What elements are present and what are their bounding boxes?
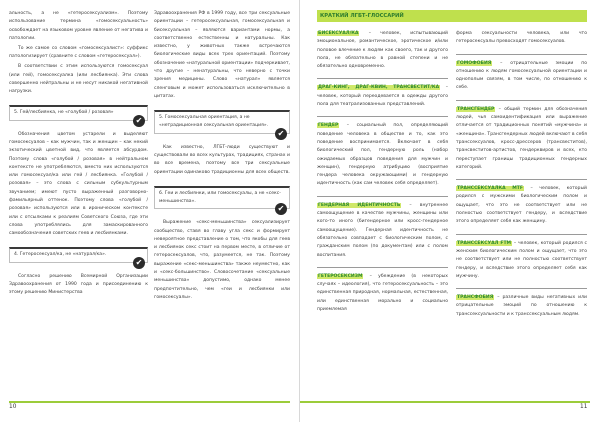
glossary-definition: – различные виды негативных или отрицательные эмоций по отношению к транссексуальности и к транссексуальным людям.	[456, 295, 587, 317]
footer-rule	[9, 401, 290, 403]
divider	[456, 288, 587, 289]
rule-box-gomo	[154, 110, 290, 138]
rule-box-5	[9, 105, 148, 125]
divider	[317, 116, 448, 117]
glossary-entry	[317, 30, 448, 71]
glossary-definition: – человек, который родился с женским биологическим полом и ощущает, что это не соответствует или не полностью соответствует гендеру, и вследствие этого определяет себя как мужчину.	[456, 240, 588, 279]
glossary-column-1	[317, 30, 448, 321]
glossary-term: ДРАГ-КИНГ, ДРАГ-КВИН, ТРАНСВЕСТИТ/КА	[318, 85, 440, 91]
glossary-definition: – отрицательные эмоции по отношению к людям гомосексуальной ориентации и однополым связям, в том числе, по отношению к себе.	[456, 60, 587, 91]
glossary-entry	[317, 84, 448, 109]
divider	[317, 267, 448, 268]
paragraph: Обозначения цветом устарели и выделяют гомосексуалов – как мужчин, так и женщин – как некий экзотический цветной вид, что является абсурдом. Поэтому слова «голубой / розовая» в нейтральном контексте не употребляются, вместо них используются или гомосексуал/ка или гей / лесбиянка. «Голубой / розовая» – это слова с сильным субкультурным звучанием; имеют пусто выраженный разговорно-фамильярный оттенок. Поэтому слова «голубой / розовая» используются или в ироническом контексте или с отсылками к реалиям Советского Союза, где эти слова употреблялись для замаскированного самообозначения советских геев и лесбиянками.	[9, 131, 148, 237]
glossary-definition: – человек, испытывающий эмоциональное, романтическое, эротическое и/или половое влечение к людям как своего, так и другого пола, не обязательно в равной степени и не обязательно одновременно.	[317, 31, 448, 70]
paragraph: Выражение «секс-меньшинства» сексуализирует сообщество, ставя во главу угла секс и формирует невероятное представление о том, что якобы для геев и лесбиянок секс стоит на первом месте, в отличие от гетеросексуалов, что, разумеется, не так. Поэтому выражение «секс-меньшинства» также неуместно, как и «секс-большинство». Словосочетание «сексуальные меньшинства» допустимо, однако менее предпочтительно, чем «геи и лесбиянки или гомосексуалы».	[154, 220, 290, 300]
glossary-column-2	[456, 30, 587, 326]
glossary-term: ГЕНДЕР	[318, 123, 339, 129]
glossary-entry	[456, 60, 587, 93]
divider	[456, 54, 587, 55]
footer-rule	[300, 401, 590, 403]
glossary-entry	[456, 294, 587, 319]
paragraph: То же самое со словом «гомосексуалист»: суффикс патологизирует (сравните с словом «гетеросексуал»).	[9, 45, 148, 60]
check-icon: ✔	[133, 257, 145, 269]
left-column-1	[9, 10, 148, 299]
page-number: 11	[580, 404, 588, 410]
page-number: 10	[9, 404, 17, 410]
glossary-entry	[317, 273, 448, 314]
glossary-definition: – внутреннее самоощущение в качестве мужчины, женщины или кого-то иного (бигендерное или кросс-гендерное самоощущение). Гендерная идентичность не обязательно совпадает с биологическим полом, с гражданским полом (по документам) или с полом воспитания.	[317, 202, 448, 258]
glossary-definition: – убеждение (в некоторых случаях – идеология), что гетеросексуальность – это единственная природная, нормальная, естественная, или единственная морально и социально приемлемая	[317, 273, 448, 313]
glossary-entry	[317, 202, 448, 260]
glossary-definition: – человек, который родился с мужскими биологическим полом и ощущает, что это не соответствует или не полностью соответствует гендеру, и вследствие этого определяет себя как женщину.	[456, 186, 587, 225]
divider	[317, 196, 448, 197]
check-icon: ✔	[275, 203, 287, 215]
glossary-entry	[456, 240, 587, 281]
glossary-term: ГЕТЕРОСЕКСИЗМ	[318, 273, 363, 279]
paragraph: В соответствии с этим используются гомосексуал (или гей), гомосексуалка (или лесбиянка). Эти слова совершенно нейтральны и не несут никакой негативной нагрузки.	[9, 64, 148, 95]
glossary-entry	[456, 106, 587, 172]
paragraph: Здравоохранения РФ в 1999 году, все три сексуальные ориентации – гетеросексуальная, гомосексуальная и бисексуальная – являются вариантами нормы, а соответственно естественны и натуральны. Как известно, у животных также встречаются биологические виды всех трех ориентаций. Поэтому обозначение «натуральной ориентации» подчеркивает, что другие – ненатуральны, что неверно с точки зрения медицины. Слово «натурал» является сленговым и может использоваться исключительно в цитатах.	[154, 11, 290, 99]
rule-heading: 6. Геи и лесбиянки, или гомосексуалы, а не «секс-меньшинства».	[154, 186, 290, 210]
glossary-term: БИСЕКСУАЛ/КА	[318, 31, 359, 36]
divider	[456, 179, 587, 180]
left-column-2	[154, 10, 290, 304]
glossary-term: ТРАНССЕКСУАЛ FТМ	[457, 240, 512, 246]
rule-heading: 4. Гетеросексуал/ка, не «натурал/ка».	[9, 247, 148, 262]
right-page	[300, 0, 600, 422]
check-icon: ✔	[133, 115, 145, 127]
rule-heading: 5. Гомосексуальная ориентация, а не «нетрадиционная сексуальная ориентация».	[154, 110, 290, 134]
glossary-term: ТРАНССЕКСУАЛКА МТF	[457, 186, 523, 192]
glossary-term: ТРАНСФОБИЯ	[457, 295, 494, 301]
glossary-entry	[317, 122, 448, 188]
rule-heading: 5. Гей/лесбиянка, не «голубой / розовая»	[9, 105, 148, 120]
glossary-term: ГОМОФОБИЯ	[457, 60, 492, 66]
paragraph: альность, а не «гетеросексуализм». Поэтому использование термина «гомосексуальность» освобождает на языковом уровне явление от негатива и патологии.	[9, 11, 148, 41]
paragraph: Как известно, ЛГБТ-люди существуют и существовали во всех культурах, традициях, странах и во все времена, поэтому все три сексуальные ориентации одинаково традиционны для всех обществ.	[154, 144, 290, 175]
glossary-entry	[456, 185, 587, 226]
divider	[317, 78, 448, 79]
glossary-entry	[456, 30, 587, 47]
glossary-term: ГЕНДЕРНАЯ ИДЕНТИЧНОСТЬ	[318, 202, 401, 208]
rule-box-4	[9, 247, 148, 267]
paragraph: Согласно решению Всемирной Организации Здравоохранения от 1990 года и присоединению к этому решению Министерства	[9, 273, 148, 296]
check-icon: ✔	[275, 128, 287, 140]
glossary-definition: – общий термин для обозначения людей, чья самоидентификация или выражение отличается от традиционных понятий «мужчина» и «женщина». Трансгендерных людей включают в себя транссексуалов, кросс-дрессеров (трансвеститов), трансвеститов-артистов, гендерквиров и всех, кто переступает границы традиционных гендерных категорий.	[456, 106, 587, 170]
divider	[456, 234, 587, 235]
glossary-definition: – социальный пол, определяющий поведение человека в обществе и то, как это поведение воспринимается. Включает в себя биологический пол, гендерную роль (набор ожидаемых образцов поведения для мужчин и женщин), гендерную атрибуцию (восприятие гендера человека окружающими) и гендерную идентичность (как сам человек себя определяет).	[317, 123, 448, 187]
glossary-definition: – человек, который переодевается в одежды другого пола для театрализованных представлений.	[317, 85, 448, 108]
rule-box-6	[154, 186, 290, 214]
divider	[456, 100, 587, 101]
glossary-definition: форма сексуальности человека, или что гетеросексуалы превосходят гомосексуалов.	[456, 31, 587, 45]
glossary-term: ТРАНСГЕНДЕР	[457, 106, 495, 112]
glossary-title: КРАТКИЙ ЛГБТ-ГЛОССАРИЙ	[317, 10, 587, 22]
